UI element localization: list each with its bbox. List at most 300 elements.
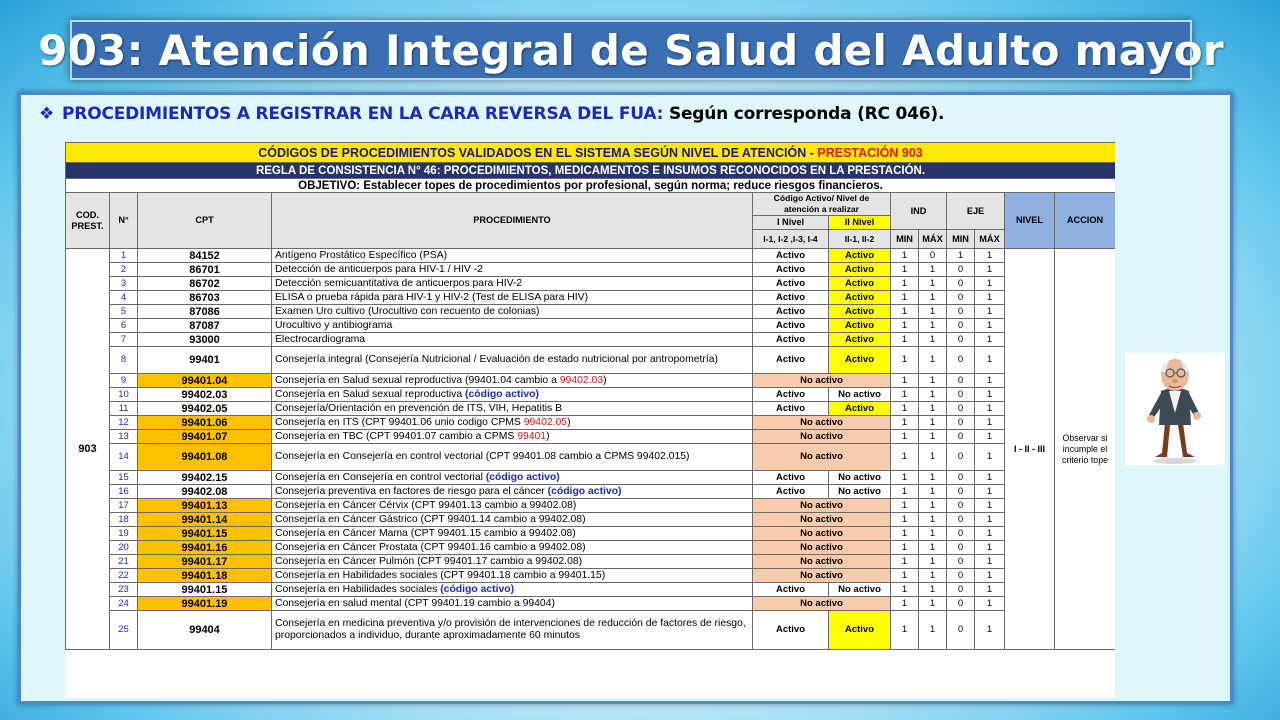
ind-max: 1	[919, 388, 947, 402]
status-no-activo: No activo	[753, 527, 891, 541]
ind-max: 1	[919, 402, 947, 416]
cpt-code: 99401.19	[138, 597, 272, 611]
status-no-activo: No activo	[753, 374, 891, 388]
ind-max: 1	[919, 499, 947, 513]
ind-min: 1	[891, 597, 919, 611]
status-nivel-2: No activo	[829, 485, 891, 499]
ind-max: 1	[919, 569, 947, 583]
procedure-end: )	[546, 430, 550, 442]
cpt-code: 99402.03	[138, 388, 272, 402]
status-nivel-1: Activo	[753, 347, 829, 374]
eje-max: 1	[975, 569, 1005, 583]
status-nivel-1: Activo	[753, 402, 829, 416]
row-number: 2	[110, 263, 138, 277]
ind-min: 1	[891, 291, 919, 305]
ind-min: 1	[891, 499, 919, 513]
col-cod-prest: COD. PREST.	[66, 193, 110, 249]
eje-max: 1	[975, 291, 1005, 305]
table-row	[66, 374, 1116, 388]
row-number: 17	[110, 499, 138, 513]
eje-max: 1	[975, 263, 1005, 277]
procedure-end: )	[567, 416, 571, 428]
cpt-code: 99401.15	[138, 583, 272, 597]
cpt-code: 99401.15	[138, 527, 272, 541]
eje-min: 1	[947, 249, 975, 263]
status-nivel-1: Activo	[753, 277, 829, 291]
eje-min: 0	[947, 541, 975, 555]
procedure-name	[272, 388, 753, 402]
eje-min: 0	[947, 513, 975, 527]
eje-max: 1	[975, 319, 1005, 333]
table-row	[66, 388, 1116, 402]
col-codigo-activo: Código Activo/ Nivel de atención a realizar	[753, 193, 891, 216]
eje-max: 1	[975, 597, 1005, 611]
table-row	[66, 416, 1116, 430]
accion-cell: Observar si incumple el criterio tope	[1055, 249, 1116, 650]
eje-min: 0	[947, 527, 975, 541]
table-row	[66, 430, 1116, 444]
table-row	[66, 444, 1116, 471]
procedure-name	[272, 430, 753, 444]
row-number: 9	[110, 374, 138, 388]
status-nivel-1: Activo	[753, 249, 829, 263]
col-nivel-1: I Nivel	[753, 216, 829, 230]
status-nivel-1: Activo	[753, 333, 829, 347]
procedure-name	[272, 402, 753, 416]
procedure-active-note: (código activo)	[465, 388, 539, 400]
ind-max: 1	[919, 430, 947, 444]
ind-min: 1	[891, 611, 919, 650]
ind-max: 1	[919, 513, 947, 527]
eje-min: 0	[947, 485, 975, 499]
ind-min: 1	[891, 485, 919, 499]
ind-max: 1	[919, 291, 947, 305]
col-n: N°	[110, 193, 138, 249]
ind-min: 1	[891, 402, 919, 416]
col-accion: ACCION	[1055, 193, 1116, 249]
table-row	[66, 347, 1116, 374]
table-row	[66, 513, 1116, 527]
cod-prest-cell: 903	[66, 249, 110, 650]
procedure-name	[272, 499, 753, 513]
ind-min: 1	[891, 541, 919, 555]
row-number: 10	[110, 388, 138, 402]
procedure-red-code: 99402.05	[523, 416, 568, 428]
procedure-name	[272, 527, 753, 541]
eje-max: 1	[975, 471, 1005, 485]
status-no-activo: No activo	[753, 569, 891, 583]
procedure-name	[272, 569, 753, 583]
ind-min: 1	[891, 416, 919, 430]
cpt-code: 99401.04	[138, 374, 272, 388]
procedure-name	[272, 249, 753, 263]
procedure-name	[272, 471, 753, 485]
procedure-text: Consejería en Consejería en control vectorial (CPT 99401.08 cambio a CPMS 99402.015)	[275, 451, 690, 462]
eje-max: 1	[975, 513, 1005, 527]
row-number: 18	[110, 513, 138, 527]
table-row	[66, 555, 1116, 569]
procedure-name	[272, 541, 753, 555]
ind-max: 1	[919, 347, 947, 374]
procedure-text: Consejería en Habilidades sociales	[275, 583, 441, 595]
table-row	[66, 305, 1116, 319]
row-number: 3	[110, 277, 138, 291]
procedure-text: Consejería en salud mental (CPT 99401.19 cambio a 99404)	[275, 597, 555, 609]
eje-min: 0	[947, 263, 975, 277]
ind-min: 1	[891, 555, 919, 569]
eje-max: 1	[975, 541, 1005, 555]
table-row	[66, 611, 1116, 650]
table-row	[66, 569, 1116, 583]
ind-min: 1	[891, 263, 919, 277]
ind-max: 1	[919, 277, 947, 291]
cpt-code: 87087	[138, 319, 272, 333]
eje-min: 0	[947, 597, 975, 611]
diamond-bullet-icon: ❖	[39, 104, 55, 124]
procedure-name	[272, 347, 753, 374]
table-row	[66, 249, 1116, 263]
row-number: 22	[110, 569, 138, 583]
col-nivel: NIVEL	[1005, 193, 1055, 249]
table-row	[66, 583, 1116, 597]
status-nivel-2: Activo	[829, 249, 891, 263]
eje-min: 0	[947, 569, 975, 583]
procedure-text: Consejería en TBC (CPT 99401.07 cambio a CPMS	[275, 430, 518, 442]
procedure-text: Detección de anticuerpos para HIV-1 / HIV -2	[275, 263, 483, 275]
procedure-name	[272, 291, 753, 305]
cpt-code: 99401.13	[138, 499, 272, 513]
procedure-text: Examen Uro cultivo (Urocultivo con recuento de colonias)	[275, 305, 540, 317]
ind-max: 1	[919, 597, 947, 611]
procedure-text: Consejería en Salud sexual reproductiva (99401.04 cambio a	[275, 374, 560, 386]
status-no-activo: No activo	[753, 541, 891, 555]
col-ind-min: MIN	[891, 230, 919, 249]
status-nivel-2: Activo	[829, 291, 891, 305]
eje-max: 1	[975, 430, 1005, 444]
col-cpt: CPT	[138, 193, 272, 249]
ind-min: 1	[891, 471, 919, 485]
procedure-text: Urocultivo y antibiograma	[275, 319, 393, 331]
row-number: 24	[110, 597, 138, 611]
col-eje-max: MÁX	[975, 230, 1005, 249]
ind-max: 1	[919, 541, 947, 555]
status-nivel-1: Activo	[753, 611, 829, 650]
procedure-name	[272, 611, 753, 650]
subtitle-blue-text: PROCEDIMIENTOS A REGISTRAR EN LA CARA REVERSA DEL FUA:	[62, 104, 664, 124]
regla-header: REGLA DE CONSISTENCIA N° 46: PROCEDIMIENTOS, MEDICAMENTOS E INSUMOS RECONOCIDOS EN LA PRESTACIÓN.	[66, 163, 1116, 179]
procedure-text: Consejería en medicina preventiva y/o provisión de intervenciones de reducción de factores de riesgo, proporcionados a individuo, durante aproximadamente 60 minutos	[275, 618, 746, 641]
elderly-man-illustration	[1125, 353, 1225, 465]
procedure-name	[272, 374, 753, 388]
eje-max: 1	[975, 249, 1005, 263]
cpt-code: 86701	[138, 263, 272, 277]
eje-min: 0	[947, 319, 975, 333]
status-nivel-1: Activo	[753, 319, 829, 333]
eje-min: 0	[947, 388, 975, 402]
ind-min: 1	[891, 430, 919, 444]
table-row	[66, 499, 1116, 513]
status-nivel-1: Activo	[753, 583, 829, 597]
cpt-code: 99401	[138, 347, 272, 374]
eje-min: 0	[947, 305, 975, 319]
procedure-text: Consejería en Cáncer Prostata (CPT 99401.16 cambio a 99402.08)	[275, 541, 586, 553]
ind-max: 1	[919, 471, 947, 485]
eje-max: 1	[975, 527, 1005, 541]
procedure-red-code: 99401	[517, 430, 547, 442]
row-number: 4	[110, 291, 138, 305]
table-row	[66, 541, 1116, 555]
eje-max: 1	[975, 555, 1005, 569]
row-number: 5	[110, 305, 138, 319]
cpt-code: 87086	[138, 305, 272, 319]
procedure-active-note: (código activo)	[440, 583, 515, 595]
status-no-activo: No activo	[753, 430, 891, 444]
status-nivel-2: Activo	[829, 319, 891, 333]
ind-min: 1	[891, 333, 919, 347]
procedure-text: Electrocardiograma	[275, 333, 366, 345]
ind-max: 1	[919, 333, 947, 347]
row-number: 21	[110, 555, 138, 569]
table-row	[66, 485, 1116, 499]
procedure-text: ELISA o prueba rápida para HIV-1 y HIV-2 (Test de ELISA para HIV)	[275, 291, 589, 303]
status-nivel-1: Activo	[753, 305, 829, 319]
ind-min: 1	[891, 319, 919, 333]
row-number: 20	[110, 541, 138, 555]
procedure-text: Detección semicuantitativa de anticuerpos para HIV-2	[275, 277, 523, 289]
cpt-code: 99402.08	[138, 485, 272, 499]
page-title: 903: Atención Integral de Salud del Adulto mayor	[38, 25, 1224, 75]
status-nivel-1: Activo	[753, 291, 829, 305]
eje-min: 0	[947, 471, 975, 485]
eje-max: 1	[975, 611, 1005, 650]
ind-max: 1	[919, 263, 947, 277]
ind-max: 1	[919, 374, 947, 388]
procedures-table-wrapper	[65, 142, 1115, 698]
table-row	[66, 277, 1116, 291]
eje-max: 1	[975, 333, 1005, 347]
procedure-text: Consejería en Cáncer Mama (CPT 99401.15 cambio a 99402.08)	[275, 527, 576, 539]
eje-min: 0	[947, 374, 975, 388]
row-number: 23	[110, 583, 138, 597]
ind-max: 1	[919, 416, 947, 430]
table-row	[66, 291, 1116, 305]
eje-max: 1	[975, 388, 1005, 402]
cpt-code: 99404	[138, 611, 272, 650]
cpt-code: 86703	[138, 291, 272, 305]
procedure-text: Consejería integral (Consejería Nutricional / Evaluación de estado nutricional por antropometría)	[275, 354, 718, 365]
ind-max: 1	[919, 485, 947, 499]
ind-min: 1	[891, 583, 919, 597]
ind-max: 1	[919, 319, 947, 333]
procedure-name	[272, 333, 753, 347]
row-number: 15	[110, 471, 138, 485]
row-number: 1	[110, 249, 138, 263]
cpt-code: 86702	[138, 277, 272, 291]
status-no-activo: No activo	[753, 444, 891, 471]
eje-min: 0	[947, 499, 975, 513]
eje-min: 0	[947, 347, 975, 374]
procedure-text: Consejería en Consejería en control vectorial	[275, 471, 486, 483]
ind-max: 1	[919, 444, 947, 471]
elderly-man-icon	[1125, 353, 1225, 465]
ind-min: 1	[891, 388, 919, 402]
procedure-end: )	[603, 374, 607, 386]
status-nivel-2: Activo	[829, 263, 891, 277]
cpt-code: 99401.08	[138, 444, 272, 471]
procedure-text: Consejería en Cáncer Pulmón (CPT 99401.17 cambio a 99402.08)	[275, 555, 583, 567]
cpt-code: 99401.17	[138, 555, 272, 569]
row-number: 19	[110, 527, 138, 541]
content-panel	[18, 92, 1233, 704]
col-nivel-1-sub: I-1, I-2 ,I-3, I-4	[753, 230, 829, 249]
eje-max: 1	[975, 402, 1005, 416]
title-banner	[38, 20, 1224, 80]
status-nivel-1: Activo	[753, 388, 829, 402]
subtitle-black-text: Según corresponda (RC 046).	[668, 104, 945, 124]
status-nivel-1: Activo	[753, 471, 829, 485]
procedure-text: Consejería en Cáncer Cérvix (CPT 99401.13 cambio a 99402.08)	[275, 499, 577, 511]
ind-min: 1	[891, 569, 919, 583]
procedure-name	[272, 305, 753, 319]
eje-min: 0	[947, 416, 975, 430]
ind-min: 1	[891, 347, 919, 374]
eje-max: 1	[975, 485, 1005, 499]
procedure-text: Consejería en Salud sexual reproductiva	[275, 388, 466, 400]
procedure-text: Consejería preventiva en factores de riesgo para el cáncer	[275, 485, 548, 497]
ind-min: 1	[891, 249, 919, 263]
table-row	[66, 333, 1116, 347]
procedure-name	[272, 319, 753, 333]
eje-max: 1	[975, 277, 1005, 291]
table-title: CÓDIGOS DE PROCEDIMIENTOS VALIDADOS EN EL SISTEMA SEGÚN NIVEL DE ATENCIÓN - PRESTACIÓN 903	[66, 143, 1116, 163]
status-nivel-2: No activo	[829, 471, 891, 485]
status-nivel-2: Activo	[829, 402, 891, 416]
eje-max: 1	[975, 583, 1005, 597]
col-nivel-2-sub: II-1, II-2	[829, 230, 891, 249]
procedure-name	[272, 277, 753, 291]
procedure-text: Consejería en ITS (CPT 99401.06 unio codigo CPMS	[275, 416, 524, 428]
ind-min: 1	[891, 513, 919, 527]
eje-max: 1	[975, 444, 1005, 471]
status-nivel-2: Activo	[829, 611, 891, 650]
ind-max: 1	[919, 527, 947, 541]
procedure-text: Antígeno Prostático Específico (PSA)	[275, 249, 448, 261]
cpt-code: 84152	[138, 249, 272, 263]
status-nivel-2: No activo	[829, 583, 891, 597]
procedure-active-note: (código activo)	[547, 485, 622, 497]
cpt-code: 99401.18	[138, 569, 272, 583]
ind-max: 1	[919, 305, 947, 319]
eje-min: 0	[947, 611, 975, 650]
row-number: 16	[110, 485, 138, 499]
col-ind: IND	[891, 193, 947, 230]
eje-min: 0	[947, 583, 975, 597]
table-row	[66, 527, 1116, 541]
objetivo-header: OBJETIVO: Establecer topes de procedimientos por profesional, según norma; reduce riesgos financieros.	[66, 179, 1116, 193]
cpt-code: 99401.07	[138, 430, 272, 444]
eje-max: 1	[975, 374, 1005, 388]
procedure-name	[272, 597, 753, 611]
table-row	[66, 597, 1116, 611]
row-number: 14	[110, 444, 138, 471]
ind-min: 1	[891, 374, 919, 388]
row-number: 13	[110, 430, 138, 444]
procedure-name	[272, 513, 753, 527]
procedure-name	[272, 263, 753, 277]
procedures-table	[65, 142, 1115, 650]
ind-max: 1	[919, 611, 947, 650]
ind-min: 1	[891, 527, 919, 541]
eje-max: 1	[975, 499, 1005, 513]
row-number: 6	[110, 319, 138, 333]
eje-min: 0	[947, 402, 975, 416]
cpt-code: 93000	[138, 333, 272, 347]
cpt-code: 99401.14	[138, 513, 272, 527]
status-no-activo: No activo	[753, 416, 891, 430]
cpt-code: 99402.05	[138, 402, 272, 416]
status-nivel-1: Activo	[753, 485, 829, 499]
procedure-text: Consejería en Cáncer Gástrico (CPT 99401.14 cambio a 99402.08)	[275, 513, 586, 525]
col-eje-min: MIN	[947, 230, 975, 249]
col-ind-max: MÁX	[919, 230, 947, 249]
subtitle	[39, 104, 944, 124]
status-nivel-2: No activo	[829, 388, 891, 402]
procedure-text: Consejería en Habilidades sociales (CPT 99401.18 cambio a 99401.15)	[275, 569, 606, 581]
eje-min: 0	[947, 555, 975, 569]
cpt-code: 99402.15	[138, 471, 272, 485]
procedure-text: Consejería/Orientación en prevención de ITS, VIH, Hepatitis B	[275, 402, 563, 414]
nivel-cell: I - II - III	[1005, 249, 1055, 650]
eje-max: 1	[975, 305, 1005, 319]
col-nivel-2: II Nivel	[829, 216, 891, 230]
row-number: 8	[110, 347, 138, 374]
procedure-name	[272, 416, 753, 430]
status-no-activo: No activo	[753, 499, 891, 513]
status-nivel-2: Activo	[829, 333, 891, 347]
table-row	[66, 402, 1116, 416]
col-procedimiento: PROCEDIMIENTO	[272, 193, 753, 249]
cpt-code: 99401.06	[138, 416, 272, 430]
status-nivel-2: Activo	[829, 305, 891, 319]
eje-min: 0	[947, 291, 975, 305]
ind-max: 1	[919, 583, 947, 597]
status-no-activo: No activo	[753, 513, 891, 527]
table-row	[66, 319, 1116, 333]
row-number: 11	[110, 402, 138, 416]
eje-min: 0	[947, 430, 975, 444]
status-nivel-1: Activo	[753, 263, 829, 277]
eje-min: 0	[947, 277, 975, 291]
procedure-active-note: (código activo)	[485, 471, 560, 483]
row-number: 12	[110, 416, 138, 430]
ind-max: 1	[919, 555, 947, 569]
status-no-activo: No activo	[753, 555, 891, 569]
ind-min: 1	[891, 305, 919, 319]
cpt-code: 99401.16	[138, 541, 272, 555]
eje-min: 0	[947, 333, 975, 347]
procedure-name	[272, 555, 753, 569]
col-eje: EJE	[947, 193, 1005, 230]
procedure-name	[272, 444, 753, 471]
ind-min: 1	[891, 277, 919, 291]
status-nivel-2: Activo	[829, 347, 891, 374]
ind-min: 1	[891, 444, 919, 471]
procedure-red-code: 99402.03	[559, 374, 604, 386]
eje-max: 1	[975, 416, 1005, 430]
eje-max: 1	[975, 347, 1005, 374]
procedure-name	[272, 485, 753, 499]
table-row	[66, 471, 1116, 485]
